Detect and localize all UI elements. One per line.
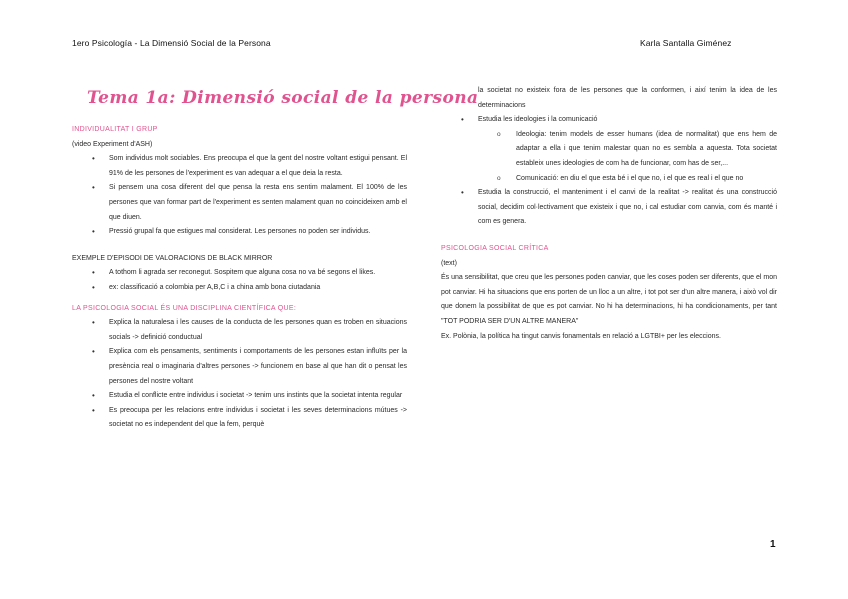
bullet-list-ideologies [441, 113, 777, 128]
list-item: • Estudia la construcció, el manteniment i el canvi de la realitat -> realitat és una construcció social, decidim col·lectivament que existeix i que no, i cal estudiar com canvia, com és manté i com es genera. [441, 186, 777, 230]
paragraph-example: Ex. Polònia, la política ha tingut canvis fonamentals en relació a LGTBI+ per les eleccions. [441, 332, 721, 340]
section-heading-individualitat: INDIVIDUALITAT I GRUP [72, 126, 158, 133]
bullet-text-ideologies: Estudia les ideologies i la comunicació [478, 116, 598, 124]
right-column [441, 84, 777, 344]
section-subtitle-text: (text) [441, 259, 457, 267]
sub-list-item: o Ideologia: tenim models de esser humans (idea de normalitat) que ens hem de adaptar a ella i que tenim malestar quan no es sembla a aquesta. Tota societat estableix unes ideologies de com ha de funcionar, com has de ser,... [441, 128, 777, 172]
list-item: • Si pensem una cosa diferent del que pensa la resta ens sentim malament. El 100% de les persones que van formar part de l'experiment es senten malament quan no coincideixen amb el que diuen. [72, 181, 407, 225]
sub-list-item: o Comunicació: en diu el que esta bé i el que no, i el que es real i el que no [441, 172, 777, 187]
header-course-title: 1ero Psicología - La Dimensió Social de la Persona [72, 38, 271, 48]
list-item: • Es preocupa per les relacions entre individus i societat i les seves determinacions mútues -> societat no es independent del que la fem, perquè [72, 404, 407, 433]
sub-bullet-list [441, 128, 777, 186]
section-heading-black-mirror: EXEMPLE D'EPISODI DE VALORACIONS DE BLACK MIRROR [72, 254, 273, 262]
list-item: • Estudia el conflicte entre individus i societat -> tenim uns instints que la societat intenta regular [72, 389, 407, 404]
section-subtitle-video: (video Experiment d'ASH) [72, 140, 153, 148]
list-item: • Pressió grupal fa que estigues mal considerat. Les persones no poden ser individus. [72, 225, 407, 240]
section-heading-critica: PSICOLOGIA SOCIAL CRÍTICA [441, 244, 549, 252]
section-heading-disciplina: LA PSICOLOGIA SOCIAL ÉS UNA DISCIPLINA CIENTÍFICA QUE: [72, 304, 297, 312]
list-item: • Som individus molt sociables. Ens preocupa el que la gent del nostre voltant estigui pensant. El 91% de les persones de l'experiment es van adequar a el que deia la resta. [72, 152, 407, 181]
bullet-list-disciplina [72, 316, 407, 433]
header-author-name: Karla Santalla Giménez [640, 38, 732, 48]
bullet-list-black-mirror [72, 266, 407, 295]
list-item [441, 113, 777, 128]
list-item: • Explica la naturalesa i les causes de la conducta de les persones quan es troben en situacions socials -> definició conductual [72, 316, 407, 345]
list-item: • ex: classificació a colombia per A,B,C i a china amb bona ciutadania [72, 281, 407, 296]
page-number: 1 [770, 539, 776, 550]
bullet-list-individualitat [72, 152, 407, 240]
bullet-list-construction [441, 186, 777, 230]
list-item: • A tothom li agrada ser reconegut. Sospitem que alguna cosa no va bé segons el likes. [72, 266, 407, 281]
paragraph-critica: És una sensibilitat, que creu que les persones poden canviar, que les coses poden ser diferents, que el mon pot canviar. Hi ha situacions que ens porten de un lloc a un altre, i tot pot ser d'un altre manera, i això vol dir que donem la possibilitat de que es pot canviar. No hi ha determinacions, hi ha condicionaments, per tant "TOT PODRIA SER D'UN ALTRE MANERA" [441, 274, 777, 325]
page-title: Tema 1a: Dimensió social de la persona [87, 88, 479, 108]
bullet-continuation: la societat no existeix fora de les persones que la conformen, i així tenim la idea de les determinacions [478, 87, 777, 109]
list-item: • Explica com els pensaments, sentiments i comportaments de les persones estan influïts per la presència real o imaginaria d'altres persones -> funcionem en base al que han dit o pensat les persones del nostre voltant [72, 345, 407, 389]
